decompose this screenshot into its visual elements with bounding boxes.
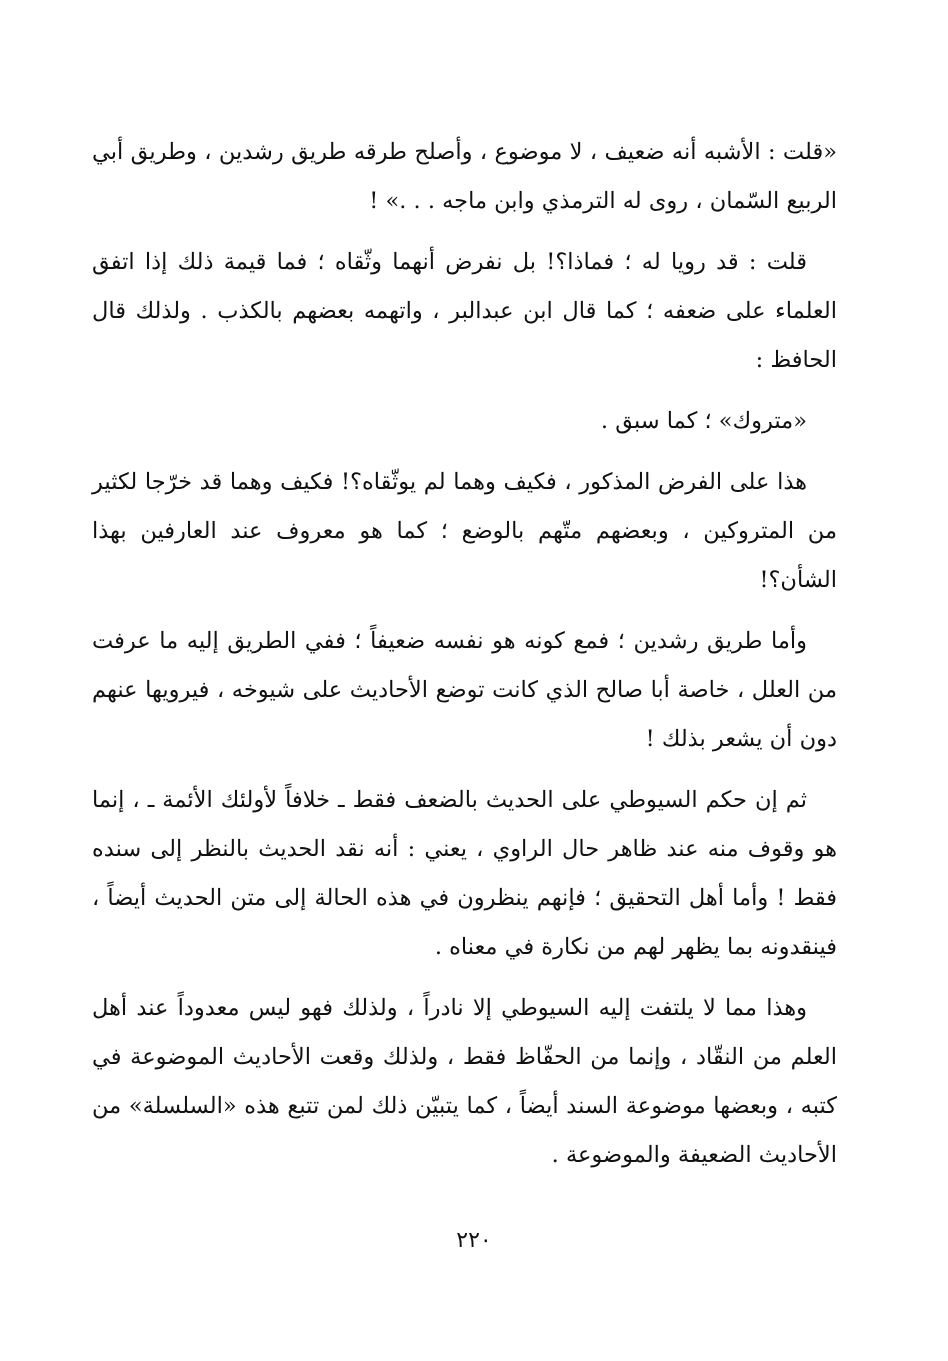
page-number: ٢٢٠	[456, 1228, 492, 1253]
paragraph-6: ثم إن حكم السيوطي على الحديث بالضعف فقط ـ خلافاً لأولئك الأئمة ـ ، إنما هو وقوف منه عند ظاهر حال الراوي ، يعني : أنه نقد الحديث بالنظر إلى سنده فقط ! وأما أهل التحقيق ؛ فإنهم ينظرون في هذه الحالة إلى متن الحديث أيضاً ، فينقدونه بما يظهر لهم من نكارة في معناه .	[92, 787, 837, 960]
paragraph-7: وهذا مما لا يلتفت إليه السيوطي إلا نادراً ، ولذلك فهو ليس معدوداً عند أهل العلم من النقّاد ، وإنما من الحفّاظ فقط ، ولذلك وقعت الأحاديث الموضوعة في كتبه ، وبعضها موضوعة السند أيضاً ، كما يتبيّن ذلك لمن تتبع هذه «السلسلة» من الأحاديث الضعيفة والموضوعة .	[92, 995, 837, 1168]
paragraph-5: وأما طريق رشدين ؛ فمع كونه هو نفسه ضعيفاً ؛ ففي الطريق إليه ما عرفت من العلل ، خاصة أبا صالح الذي كانت توضع الأحاديث على شيوخه ، فيرويها عنهم دون أن يشعر بذلك !	[92, 628, 837, 752]
paragraph-4: هذا على الفرض المذكور ، فكيف وهما لم يوثّقاه؟! فكيف وهما قد خرّجا لكثير من المتروكين ، وبعضهم متّهم بالوضع ؛ كما هو معروف عند العارفين بهذا الشأن؟!	[92, 469, 837, 593]
paragraph-1: «قلت : الأشبه أنه ضعيف ، لا موضوع ، وأصلح طرقه طريق رشدين ، وطريق أبي الربيع السّمان ، روى له الترمذي وابن ماجه . . .» !	[92, 139, 837, 214]
paragraph-2: قلت : قد رويا له ؛ فماذا؟! بل نفرض أنهما وثّقاه ؛ فما قيمة ذلك إذا اتفق العلماء على ضعفه ؛ كما قال ابن عبدالبر ، واتهمه بعضهم بالكذب . ولذلك قال الحافظ :	[92, 249, 837, 373]
paragraph-3: «متروك» ؛ كما سبق .	[600, 408, 807, 434]
page-body	[92, 128, 837, 1192]
